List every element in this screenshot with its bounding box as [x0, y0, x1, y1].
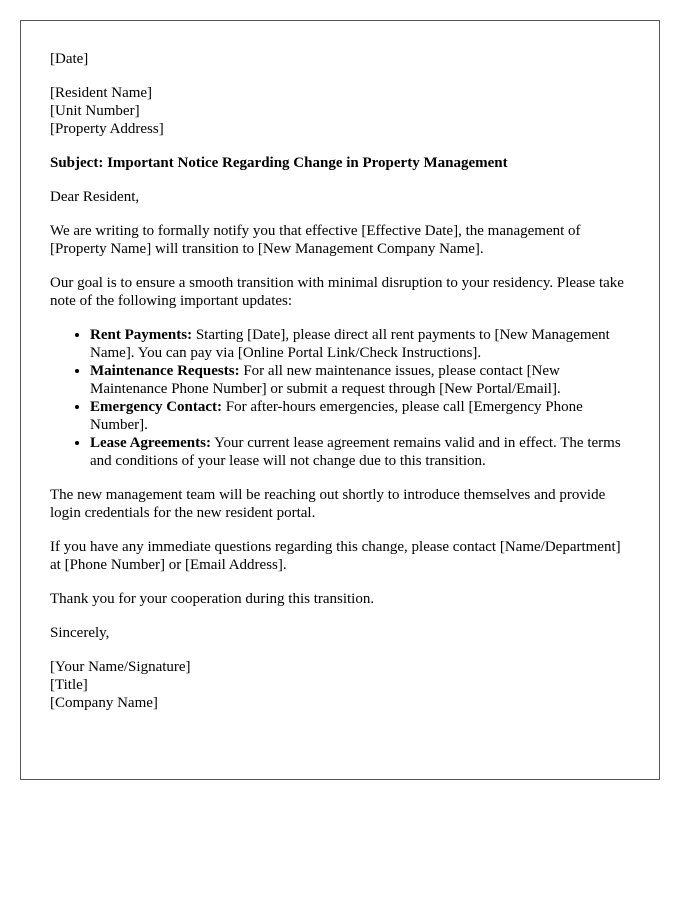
salutation: Dear Resident, [50, 189, 140, 205]
updates-list [50, 326, 630, 470]
subject: Subject: Important Notice Regarding Change in Property Management [50, 155, 508, 171]
paragraph-new-team: The new management team will be reaching out shortly to introduce themselves and provide login credentials for the new resident portal. [50, 487, 606, 521]
date: [Date] [50, 51, 89, 67]
paragraph-thanks: Thank you for your cooperation during this transition. [50, 591, 375, 607]
letter-page [20, 20, 660, 780]
paragraph-notice: We are writing to formally notify you that effective [Effective Date], the management of [Property Name] will transition to [New Management Company Name]. [50, 223, 581, 257]
list-item: • Lease Agreements: Your current lease agreement remains valid and in effect. The terms and conditions of your lease will not change due to this transition. [90, 434, 630, 470]
list-item: • Emergency Contact: For after-hours emergencies, please call [Emergency Phone Number]. [90, 398, 630, 434]
paragraph-questions: If you have any immediate questions regarding this change, please contact [Name/Department] at [Phone Number] or [Email Address]. [50, 539, 621, 573]
signer-title: [Title] [50, 677, 88, 693]
signature-block [50, 658, 630, 712]
list-item: • Rent Payments: Starting [Date], please direct all rent payments to [New Management Name]. You can pay via [Online Portal Link/Check Instructions]. [90, 326, 630, 362]
list-item: • Maintenance Requests: For all new maintenance issues, please contact [New Maintenance Phone Number] or submit a request through [New Portal/Email]. [90, 362, 630, 398]
resident-name: [Resident Name] [50, 85, 153, 101]
company-name: [Company Name] [50, 695, 158, 711]
recipient-block [50, 84, 630, 138]
property-address: [Property Address] [50, 121, 164, 137]
unit-number: [Unit Number] [50, 103, 140, 119]
signer-name: [Your Name/Signature] [50, 659, 191, 675]
paragraph-goal: Our goal is to ensure a smooth transition with minimal disruption to your residency. Please take note of the following important updates: [50, 275, 624, 309]
closing: Sincerely, [50, 625, 110, 641]
